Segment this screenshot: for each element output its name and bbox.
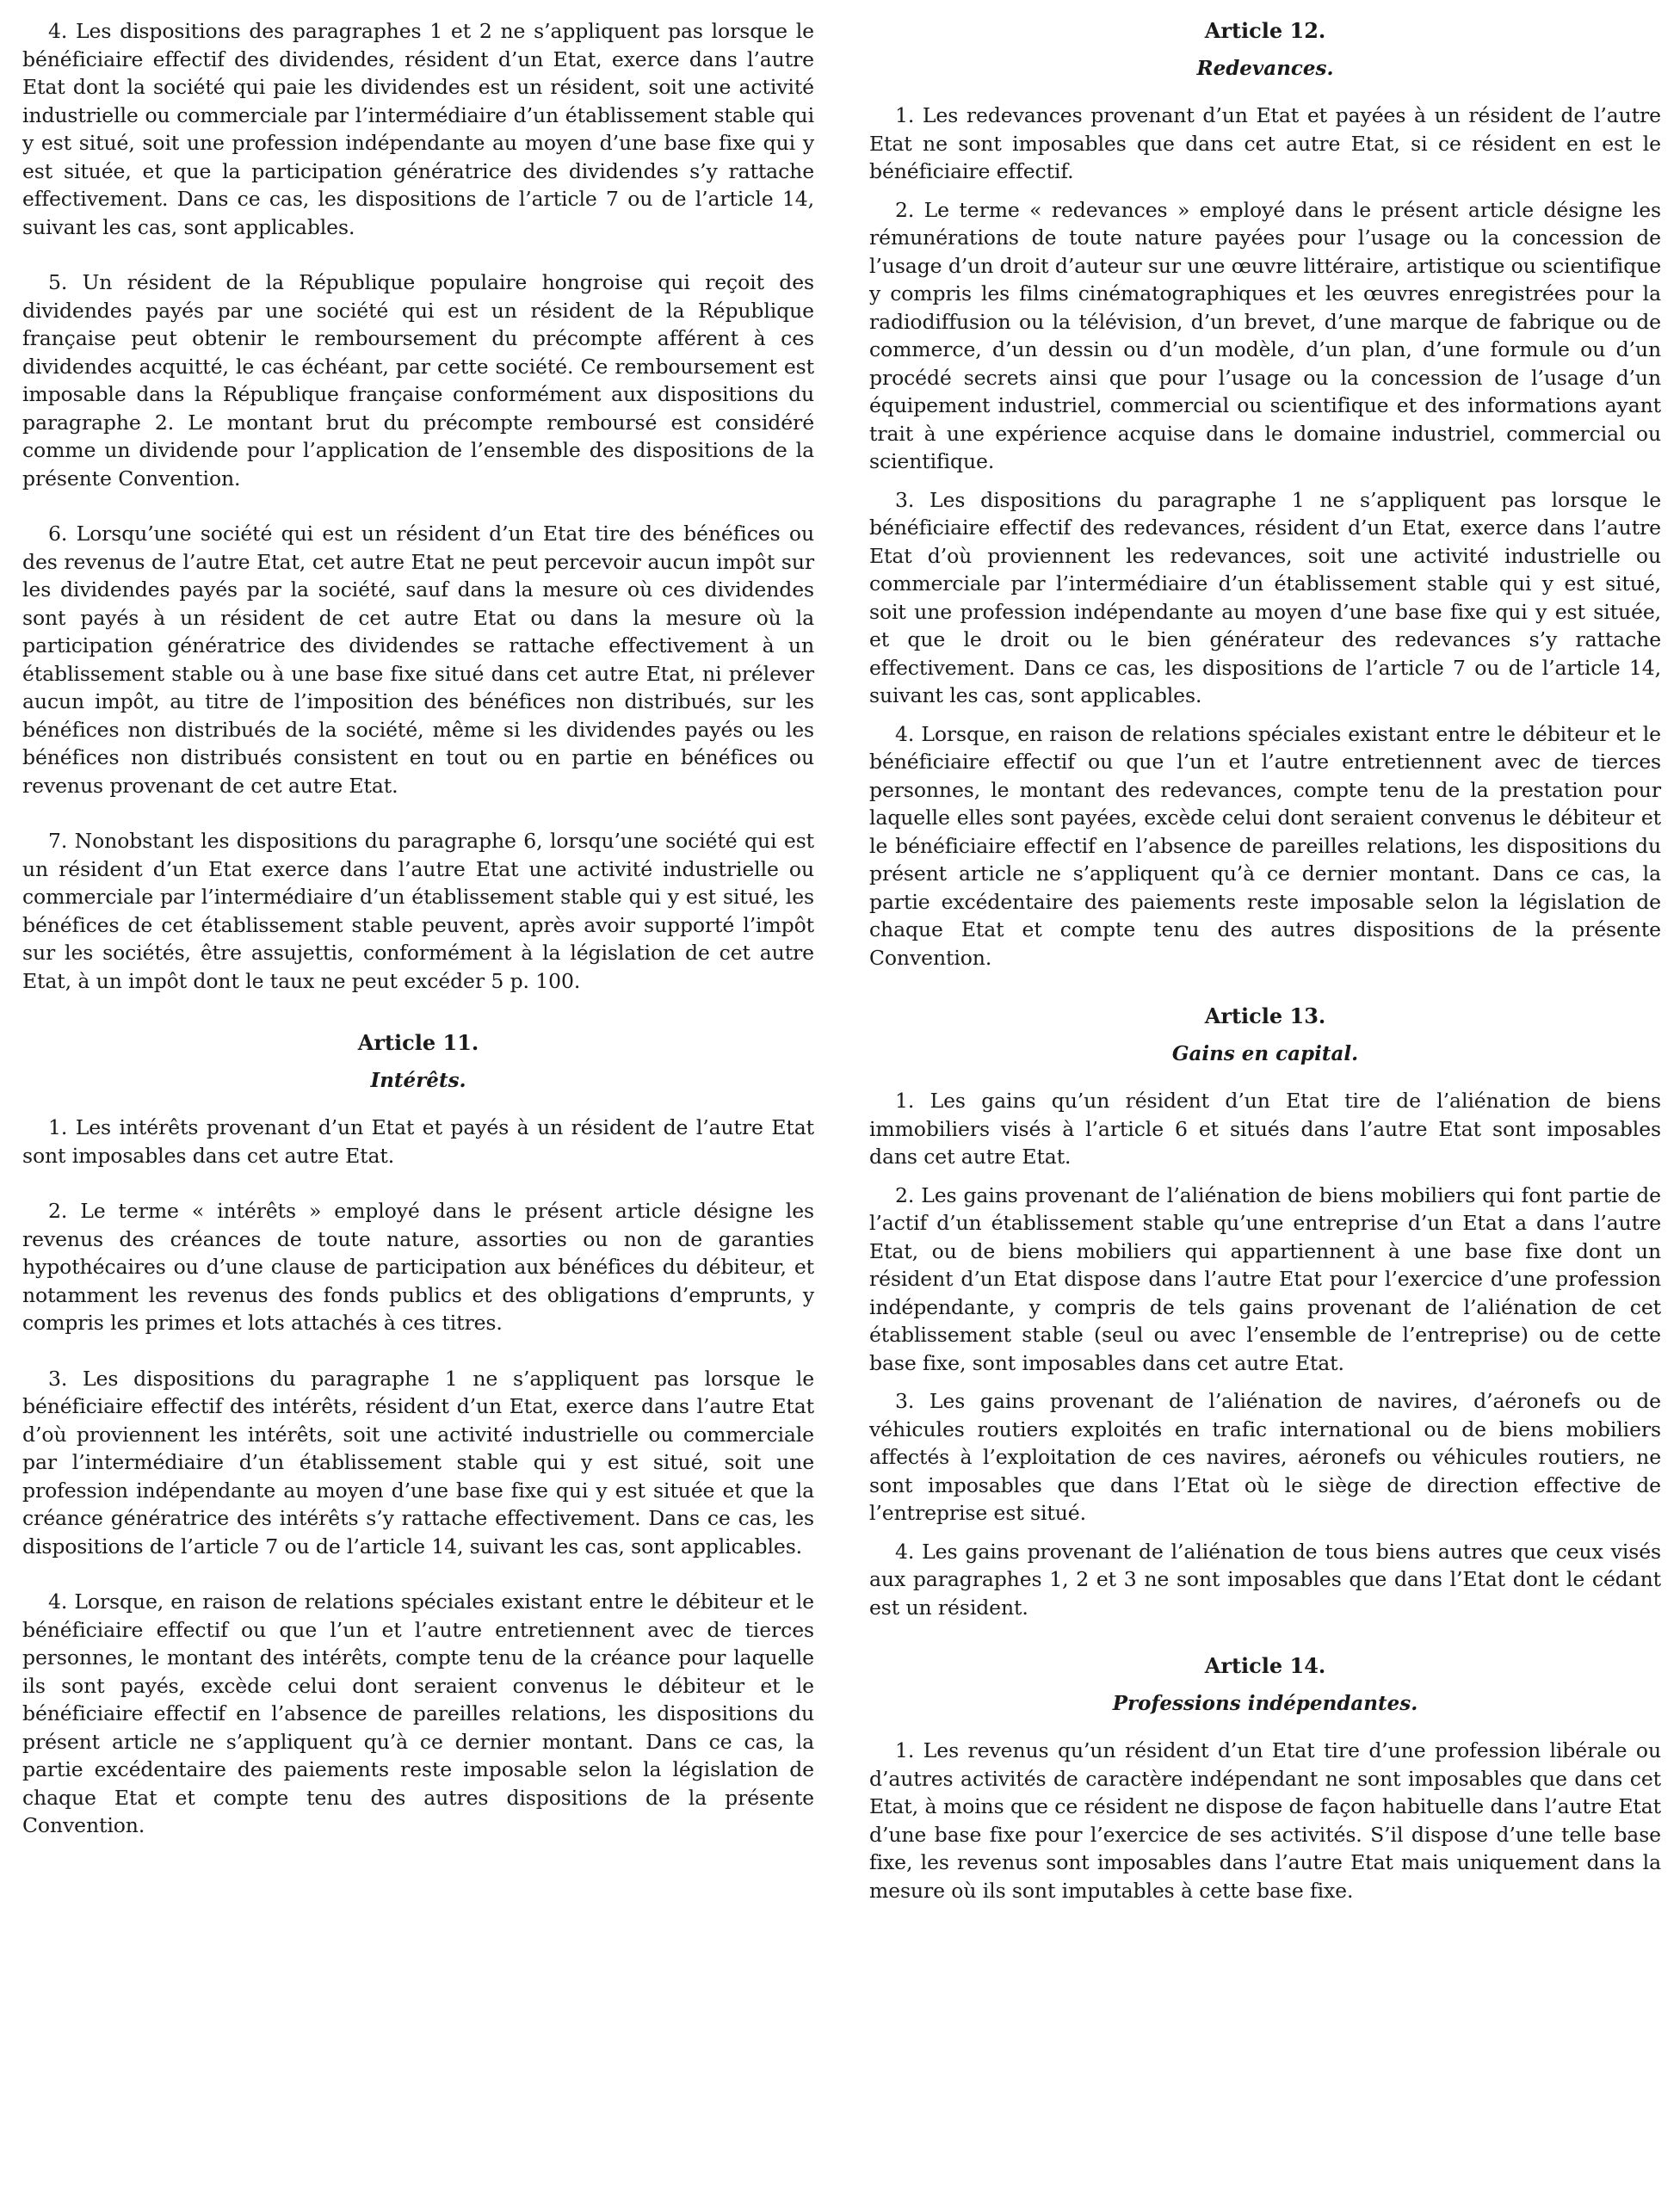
article-11 [22,1029,814,1840]
right-column [869,17,1661,2169]
article10-paragraph-4: 4. Les dispositions des paragraphes 1 et 2 ne s’appliquent pas lorsque le bénéficiaire effectif des dividendes, résident d’un Etat, exerce dans l’autre Etat dont la société qui paie les dividendes est un résident, soit une activité industrielle ou commerciale par l’intermédiaire d’un établissement stable qui y est situé, soit une profession indépendante au moyen d’une base fixe qui y est située, et que la participation génératrice des dividendes s’y rattache effectivement. Dans ce cas, les dispositions de l’article 7 ou de l’article 14, suivant les cas, sont applicables. [22,19,814,239]
article10-paragraph-6: 6. Lorsqu’une société qui est un résident d’un Etat tire des bénéfices ou des revenus de l’autre Etat, cet autre Etat ne peut percevoir aucun impôt sur les dividendes payés par la société, sauf dans la mesure où ces dividendes sont payés à un résident de cet autre Etat ou dans la mesure où la participation génératrice des dividendes se rattache effectivement à un établissement stable ou à une base fixe situé dans cet autre Etat, ni prélever aucun impôt, au titre de l’imposition des bénéfices non distribués, sur les bénéfices non distribués de la société, même si les dividendes payés ou les bénéfices non distribués consistent en tout ou en partie en bénéfices ou revenus provenant de cet autre Etat. [22,522,814,798]
article-13 [869,1003,1661,1621]
article13-paragraph-1: 1. Les gains qu’un résident d’un Etat tire de l’aliénation de biens immobiliers visés à l’article 6 et situés dans l’autre Etat sont imposables dans cet autre Etat. [869,1089,1661,1169]
article11-paragraph-2: 2. Le terme « intérêts » employé dans le présent article désigne les revenus des créances de toute nature, assorties ou non de garanties hypothécaires ou d’une clause de participation aux bénéfices du débiteur, et notamment les revenus des fonds publics et des obligations d’emprunts, y compris les primes et lots attachés à ces titres. [22,1199,814,1335]
article12-paragraph-1: 1. Les redevances provenant d’un Etat et payées à un résident de l’autre Etat ne sont imposables que dans cet autre Etat, si ce résident en est le bénéficiaire effectif. [869,103,1661,183]
article-13-title: Article 13. [1204,1003,1326,1028]
article-14-subtitle: Professions indépendantes. [1112,1692,1418,1715]
article12-paragraph-4: 4. Lorsque, en raison de relations spéciales existant entre le débiteur et le bénéficiaire effectif ou que l’un et l’autre entretiennent avec de tierces personnes, le montant des redevances, compte tenu de la prestation pour laquelle elles sont payées, excède celui dont seraient convenus le débiteur et le bénéficiaire effectif en l’absence de pareilles relations, les dispositions du présent article ne s’appliquent qu’à ce dernier montant. Dans ce cas, la partie excédentaire des paiements reste imposable selon la législation de chaque Etat et compte tenu des autres dispositions de la présente Convention. [869,721,1661,970]
article-11-subtitle: Intérêts. [370,1069,466,1092]
article10-paragraph-7: 7. Nonobstant les dispositions du paragraphe 6, lorsqu’une société qui est un résident d’un Etat exerce dans l’autre Etat une activité industrielle ou commerciale par l’intermédiaire d’un établissement stable qui y est situé, les bénéfices de cet établissement stable peuvent, après avoir supporté l’impôt sur les sociétés, être assujettis, conformément à la législation de cet autre Etat, à un impôt dont le taux ne peut excéder 5 p. 100. [22,829,814,993]
article12-paragraph-3: 3. Les dispositions du paragraphe 1 ne s’appliquent pas lorsque le bénéficiaire effectif des redevances, résident d’un Etat, exerce dans l’autre Etat d’où proviennent les redevances, soit une activité industrielle ou commerciale par l’intermédiaire d’un établissement stable qui y est situé, soit une profession indépendante au moyen d’une base fixe qui y est située, et que le droit ou le bien générateur des redevances s’y rattache effectivement. Dans ce cas, les dispositions de l’article 7 ou de l’article 14, suivant les cas, sont applicables. [869,487,1661,707]
article11-paragraph-3: 3. Les dispositions du paragraphe 1 ne s’appliquent pas lorsque le bénéficiaire effectif des intérêts, résident d’un Etat, exerce dans l’autre Etat d’où proviennent les intérêts, soit une activité industrielle ou commerciale par l’intermédiaire d’un établissement stable qui y est situé, soit une profession indépendante au moyen d’une base fixe qui y est située et que la créance génératrice des intérêts s’y rattache effectivement. Dans ce cas, les dispositions de l’article 7 ou de l’article 14, suivant les cas, sont applicables. [22,1366,814,1559]
article-12 [869,17,1661,972]
article14-paragraph-1: 1. Les revenus qu’un résident d’un Etat tire d’une profession libérale ou d’autres activités de caractère indépendant ne sont imposables que dans cet Etat, à moins que ce résident ne dispose de façon habituelle dans l’autre Etat d’une base fixe pour l’exercice de ses activités. S’il dispose d’une telle base fixe, les revenus sont imposables dans l’autre Etat mais uniquement dans la mesure où ils sont imputables à cette base fixe. [869,1738,1661,1903]
article-12-subtitle: Redevances. [1196,57,1334,80]
article11-paragraph-4: 4. Lorsque, en raison de relations spéciales existant entre le débiteur et le bénéficiaire effectif ou que l’un et l’autre entretiennent avec de tierces personnes, le montant des intérêts, compte tenu de la créance pour laquelle ils sont payés, excède celui dont seraient convenus le débiteur et le bénéficiaire effectif en l’absence de pareilles relations, les dispositions du présent article ne s’appliquent qu’à ce dernier montant. Dans ce cas, la partie excédentaire des paiements reste imposable selon la législation de chaque Etat et compte tenu des autres dispositions de la présente Convention. [22,1589,814,1837]
article10-paragraph-5: 5. Un résident de la République populaire hongroise qui reçoit des dividendes payés par une société qui est un résident de la République française peut obtenir le remboursement du précompte afférent à ces dividendes acquitté, le cas échéant, par cette société. Ce remboursement est imposable dans la République française conformément aux dispositions du paragraphe 2. Le montant brut du précompte remboursé est considéré comme un dividende pour l’application de l’ensemble des dispositions de la présente Convention. [22,270,814,491]
article-11-title: Article 11. [357,1030,479,1055]
article13-paragraph-4: 4. Les gains provenant de l’aliénation de tous biens autres que ceux visés aux paragraphes 1, 2 et 3 ne sont imposables que dans l’Etat dont le cédant est un résident. [869,1539,1661,1620]
article-13-subtitle: Gains en capital. [1171,1042,1359,1065]
article-12-title: Article 12. [1204,18,1326,43]
document-page [22,17,1661,2169]
article13-paragraph-3: 3. Les gains provenant de l’aliénation de navires, d’aéronefs ou de véhicules routiers exploités en trafic international ou de biens mobiliers affectés à l’exploitation de ces navires, aéronefs ou véhicules routiers, ne sont imposables que dans l’Etat où le siège de direction effective de l’entreprise est situé. [869,1389,1661,1525]
article13-paragraph-2: 2. Les gains provenant de l’aliénation de biens mobiliers qui font partie de l’actif d’un établissement stable qu’une entreprise d’un Etat a dans l’autre Etat, ou de biens mobiliers qui appartiennent à une base fixe dont un résident d’un Etat dispose dans l’autre Etat pour l’exercice d’une profession indépendante, y compris de tels gains provenant de l’aliénation de cet établissement stable (seul ou avec l’ensemble de l’entreprise) ou de cette base fixe, sont imposables dans cet autre Etat. [869,1182,1661,1375]
article11-paragraph-1: 1. Les intérêts provenant d’un Etat et payés à un résident de l’autre Etat sont imposables dans cet autre Etat. [22,1115,814,1168]
left-column [22,17,814,2169]
article-14-title: Article 14. [1204,1653,1326,1678]
article-14 [869,1652,1661,1904]
article12-paragraph-2: 2. Le terme « redevances » employé dans le présent article désigne les rémunérations de toute nature payées pour l’usage ou la concession de l’usage d’un droit d’auteur sur une œuvre littéraire, artistique ou scientifique y compris les films cinématographiques et les œuvres enregistrées pour la radiodiffusion ou la télévision, d’un brevet, d’une marque de fabrique ou de commerce, d’un dessin ou d’un modèle, d’un plan, d’une formule ou d’un procédé secrets ainsi que pour l’usage ou la concession de l’usage d’un équipement industriel, commercial ou scientifique et des informations ayant trait à une expérience acquise dans le domaine industriel, commercial ou scientifique. [869,197,1661,473]
